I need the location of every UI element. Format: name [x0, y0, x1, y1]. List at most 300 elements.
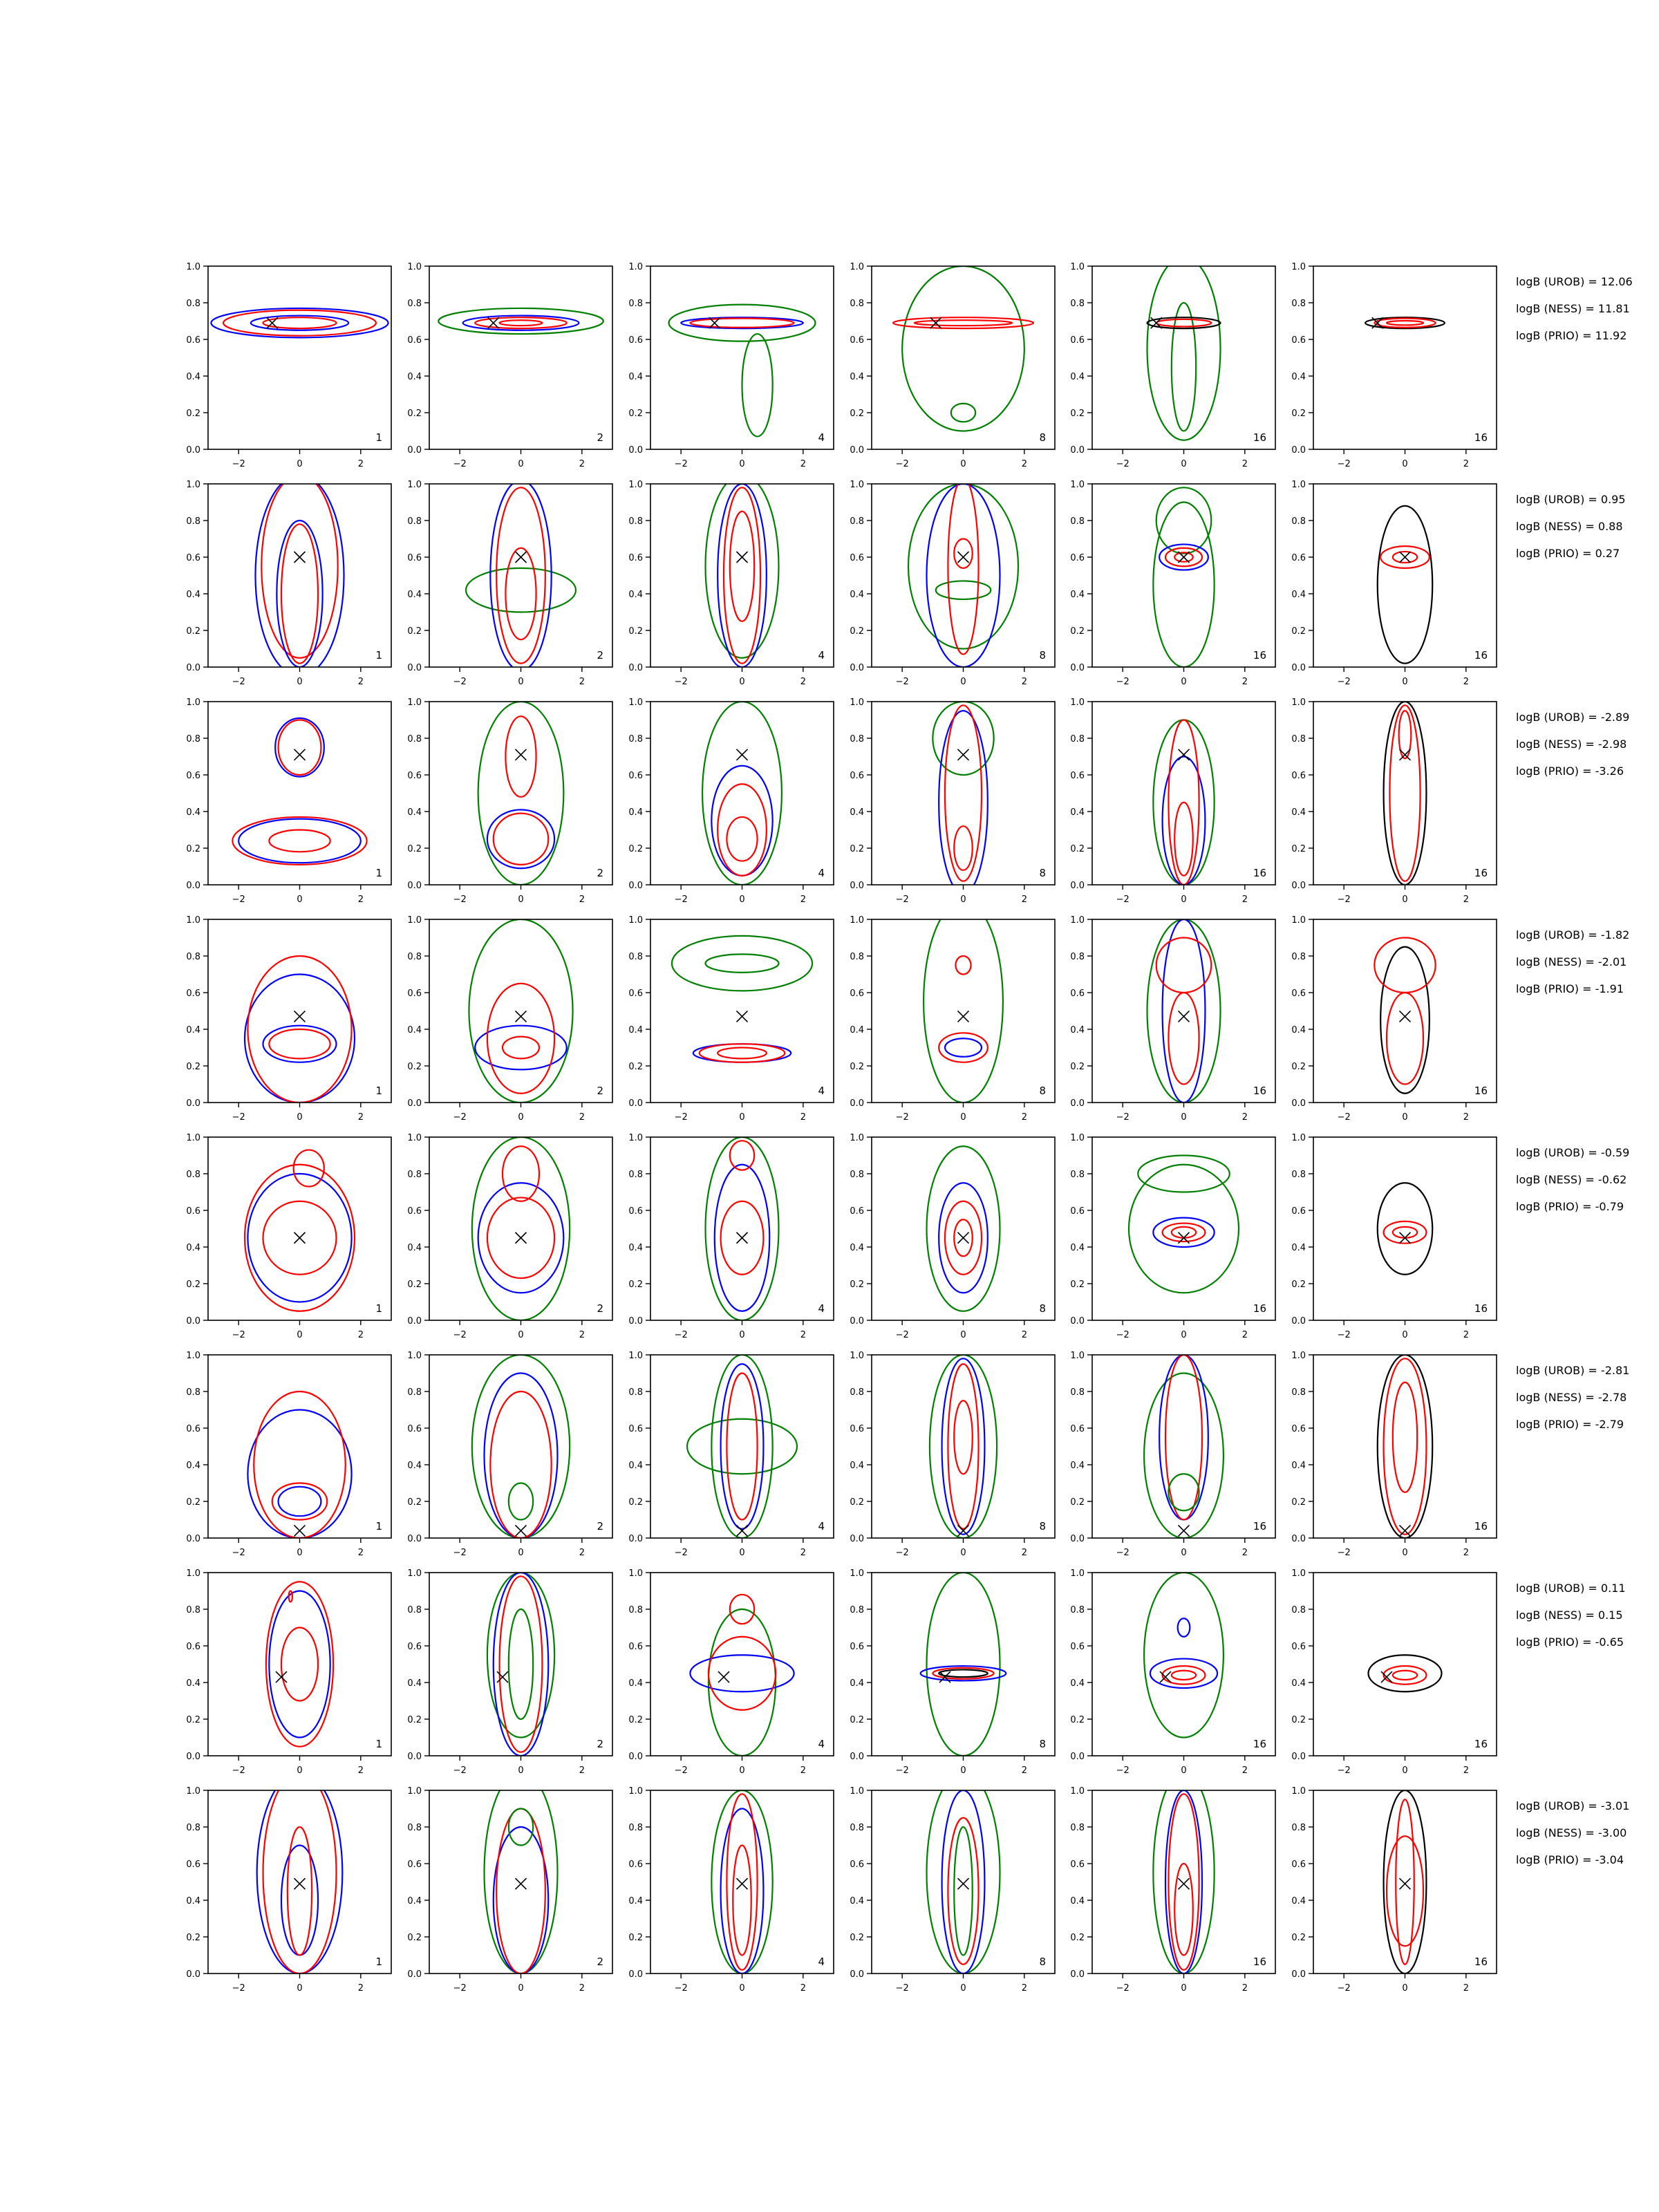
y-tick-label: 0.0	[850, 1752, 864, 1762]
y-tick-label: 0.8	[1291, 1170, 1306, 1180]
y-tick-label: 1.0	[407, 1568, 422, 1579]
panel-corner-label: 16	[1253, 1956, 1266, 1968]
x-tick-label: 0	[960, 1330, 966, 1340]
y-tick-label: 0.2	[850, 626, 864, 637]
panel-corner-label: 16	[1253, 1085, 1266, 1097]
x-tick-label: 0	[297, 1112, 303, 1123]
y-tick-label: 0.0	[1291, 1098, 1306, 1109]
panel-corner-label: 8	[1039, 1085, 1046, 1097]
y-tick-label: 0.8	[628, 952, 643, 962]
logB-annotation: logB (UROB) = -2.81	[1516, 1364, 1630, 1377]
y-tick-label: 1.0	[186, 915, 200, 926]
y-tick-label: 0.2	[628, 409, 643, 419]
logB-annotation: logB (UROB) = 12.06	[1516, 275, 1633, 288]
y-tick-label: 0.0	[1070, 445, 1085, 456]
y-tick-label: 0.4	[407, 590, 422, 600]
x-tick-label: 2	[1021, 1112, 1027, 1123]
x-tick-label: 2	[1241, 1112, 1248, 1123]
x-tick-label: 2	[800, 1765, 806, 1776]
x-tick-label: −2	[232, 677, 245, 687]
x-tick-label: 2	[800, 1983, 806, 1994]
x-tick-label: 2	[1463, 1112, 1469, 1123]
x-tick-label: 2	[1463, 459, 1469, 469]
y-tick-label: 0.4	[407, 1896, 422, 1906]
panel-corner-label: 2	[597, 1956, 603, 1968]
y-tick-label: 0.0	[628, 1098, 643, 1109]
y-tick-label: 0.8	[1291, 299, 1306, 309]
panel-corner-label: 16	[1474, 1085, 1488, 1097]
panel-corner-label: 2	[597, 1520, 603, 1533]
x-tick-label: −2	[453, 459, 467, 469]
y-tick-label: 0.2	[1291, 844, 1306, 854]
y-tick-label: 1.0	[850, 480, 864, 490]
x-tick-label: 2	[800, 1112, 806, 1123]
y-tick-label: 0.6	[1070, 1859, 1085, 1870]
x-tick-label: 0	[1181, 1330, 1187, 1340]
panel-corner-label: 16	[1253, 649, 1266, 662]
panel-corner-label: 2	[597, 867, 603, 879]
y-tick-label: 0.8	[1291, 1387, 1306, 1398]
y-tick-label: 0.2	[186, 1280, 200, 1290]
logB-annotation: logB (UROB) = -2.89	[1516, 711, 1630, 724]
y-tick-label: 0.8	[1070, 734, 1085, 744]
x-tick-label: −2	[1337, 1330, 1351, 1340]
x-tick-label: 2	[1463, 1765, 1469, 1776]
panel-corner-label: 2	[597, 431, 603, 444]
x-tick-label: 0	[1402, 459, 1408, 469]
x-tick-label: 2	[1463, 894, 1469, 905]
x-tick-label: 2	[1241, 1765, 1248, 1776]
y-tick-label: 0.0	[1070, 1534, 1085, 1544]
y-tick-label: 0.0	[1070, 1098, 1085, 1109]
y-tick-label: 0.6	[186, 553, 200, 563]
y-tick-label: 0.2	[1291, 1062, 1306, 1072]
x-tick-label: 0	[1402, 894, 1408, 905]
y-tick-label: 0.0	[628, 1534, 643, 1544]
y-tick-label: 0.2	[1291, 1497, 1306, 1508]
y-tick-label: 0.6	[186, 335, 200, 346]
x-tick-label: 0	[1181, 1548, 1187, 1558]
x-tick-label: 0	[518, 1330, 524, 1340]
x-tick-label: 0	[1181, 1765, 1187, 1776]
y-tick-label: 0.8	[850, 516, 864, 527]
x-tick-label: 2	[1241, 1330, 1248, 1340]
y-tick-label: 0.4	[1070, 1025, 1085, 1035]
y-tick-label: 0.4	[850, 807, 864, 818]
panel-corner-label: 4	[818, 1738, 825, 1750]
y-tick-label: 0.6	[850, 335, 864, 346]
y-tick-label: 0.4	[1291, 590, 1306, 600]
y-tick-label: 0.4	[186, 372, 200, 382]
y-tick-label: 0.6	[407, 1642, 422, 1652]
y-tick-label: 0.6	[1291, 1424, 1306, 1434]
x-tick-label: −2	[1337, 1765, 1351, 1776]
y-tick-label: 0.2	[850, 1715, 864, 1725]
panel-corner-label: 8	[1039, 1956, 1046, 1968]
y-tick-label: 0.4	[186, 1025, 200, 1035]
y-tick-label: 0.8	[407, 1387, 422, 1398]
y-tick-label: 0.0	[850, 1969, 864, 1980]
y-tick-label: 1.0	[1291, 480, 1306, 490]
y-tick-label: 0.8	[628, 1605, 643, 1615]
y-tick-label: 0.4	[407, 1243, 422, 1253]
y-tick-label: 0.6	[850, 1859, 864, 1870]
x-tick-label: 0	[739, 894, 745, 905]
y-tick-label: 0.8	[186, 734, 200, 744]
panel-corner-label: 4	[818, 1520, 825, 1533]
y-tick-label: 0.4	[1291, 1896, 1306, 1906]
y-tick-label: 1.0	[186, 1786, 200, 1797]
y-tick-label: 0.8	[186, 516, 200, 527]
x-tick-label: −2	[1116, 1330, 1130, 1340]
panel-corner-label: 1	[375, 1085, 382, 1097]
y-tick-label: 1.0	[1291, 1786, 1306, 1797]
y-tick-label: 0.8	[407, 734, 422, 744]
y-tick-label: 0.8	[850, 1823, 864, 1833]
y-tick-label: 0.4	[186, 1678, 200, 1689]
y-tick-label: 0.4	[628, 807, 643, 818]
y-tick-label: 0.6	[407, 771, 422, 781]
y-tick-label: 1.0	[186, 697, 200, 708]
y-tick-label: 0.6	[1291, 335, 1306, 346]
panel-corner-label: 8	[1039, 1520, 1046, 1533]
x-tick-label: 0	[1181, 894, 1187, 905]
x-tick-label: −2	[453, 1983, 467, 1994]
y-tick-label: 0.2	[186, 409, 200, 419]
y-tick-label: 0.8	[186, 1387, 200, 1398]
x-tick-label: 2	[579, 1548, 585, 1558]
x-tick-label: −2	[895, 894, 909, 905]
y-tick-label: 0.6	[407, 553, 422, 563]
panel-corner-label: 16	[1474, 1956, 1488, 1968]
y-tick-label: 0.2	[628, 1062, 643, 1072]
y-tick-label: 0.6	[1070, 771, 1085, 781]
y-tick-label: 0.0	[407, 881, 422, 891]
x-tick-label: 2	[800, 1330, 806, 1340]
logB-annotation: logB (NESS) = -2.01	[1516, 955, 1627, 968]
y-tick-label: 0.2	[1070, 844, 1085, 854]
x-tick-label: 0	[1181, 677, 1187, 687]
y-tick-label: 1.0	[407, 1133, 422, 1143]
x-tick-label: 2	[1021, 1983, 1027, 1994]
y-tick-label: 0.4	[1291, 1678, 1306, 1689]
y-tick-label: 0.4	[850, 1243, 864, 1253]
x-tick-label: 2	[800, 894, 806, 905]
y-tick-label: 0.6	[850, 988, 864, 999]
y-tick-label: 0.2	[407, 1933, 422, 1943]
y-tick-label: 0.8	[407, 952, 422, 962]
x-tick-label: 0	[518, 459, 524, 469]
y-tick-label: 0.2	[407, 409, 422, 419]
y-tick-label: 0.4	[186, 1243, 200, 1253]
y-tick-label: 0.8	[407, 299, 422, 309]
y-tick-label: 1.0	[628, 1133, 643, 1143]
y-tick-label: 1.0	[186, 1568, 200, 1579]
y-tick-label: 1.0	[407, 697, 422, 708]
y-tick-label: 0.8	[850, 952, 864, 962]
y-tick-label: 0.4	[1291, 1461, 1306, 1471]
y-tick-label: 0.8	[186, 1823, 200, 1833]
y-tick-label: 1.0	[850, 1133, 864, 1143]
x-tick-label: 2	[357, 459, 364, 469]
y-tick-label: 1.0	[850, 915, 864, 926]
y-tick-label: 0.2	[850, 1280, 864, 1290]
y-tick-label: 0.6	[628, 1859, 643, 1870]
y-tick-label: 0.4	[1070, 807, 1085, 818]
y-tick-label: 0.2	[850, 844, 864, 854]
y-tick-label: 1.0	[1291, 915, 1306, 926]
panel-corner-label: 8	[1039, 649, 1046, 662]
y-tick-label: 0.2	[1070, 626, 1085, 637]
logB-annotation: logB (NESS) = 0.15	[1516, 1609, 1623, 1622]
y-tick-label: 0.0	[186, 1969, 200, 1980]
y-tick-label: 0.2	[407, 626, 422, 637]
logB-annotation: logB (UROB) = -0.59	[1516, 1146, 1630, 1159]
x-tick-label: 2	[579, 1112, 585, 1123]
y-tick-label: 1.0	[1070, 262, 1085, 272]
y-tick-label: 0.2	[186, 1715, 200, 1725]
panel-corner-label: 4	[818, 431, 825, 444]
y-tick-label: 0.2	[1070, 1280, 1085, 1290]
x-tick-label: 2	[357, 1765, 364, 1776]
y-tick-label: 1.0	[1070, 1568, 1085, 1579]
y-tick-label: 0.4	[407, 1025, 422, 1035]
panel-corner-label: 16	[1253, 431, 1266, 444]
y-tick-label: 0.6	[850, 553, 864, 563]
y-tick-label: 1.0	[850, 1786, 864, 1797]
y-tick-label: 0.2	[850, 409, 864, 419]
y-tick-label: 1.0	[850, 697, 864, 708]
y-tick-label: 0.4	[1070, 1896, 1085, 1906]
y-tick-label: 0.2	[407, 844, 422, 854]
y-tick-label: 0.0	[186, 445, 200, 456]
x-tick-label: 2	[800, 677, 806, 687]
x-tick-label: 2	[1241, 1983, 1248, 1994]
panel-corner-label: 4	[818, 867, 825, 879]
y-tick-label: 0.0	[407, 1316, 422, 1327]
y-tick-label: 0.0	[850, 445, 864, 456]
y-tick-label: 0.6	[1070, 1206, 1085, 1217]
y-tick-label: 0.8	[1291, 516, 1306, 527]
y-tick-label: 0.0	[186, 1316, 200, 1327]
y-tick-label: 0.8	[850, 1170, 864, 1180]
y-tick-label: 0.0	[850, 1534, 864, 1544]
panel-corner-label: 4	[818, 649, 825, 662]
x-tick-label: 0	[960, 1112, 966, 1123]
panel-corner-label: 4	[818, 1302, 825, 1315]
y-tick-label: 0.8	[1070, 299, 1085, 309]
y-tick-label: 1.0	[1070, 1351, 1085, 1361]
y-tick-label: 1.0	[1070, 697, 1085, 708]
y-tick-label: 0.6	[850, 1424, 864, 1434]
y-tick-label: 0.0	[1070, 1752, 1085, 1762]
y-tick-label: 0.8	[407, 1605, 422, 1615]
x-tick-label: −2	[674, 1330, 688, 1340]
x-tick-label: 2	[579, 677, 585, 687]
y-tick-label: 0.4	[186, 590, 200, 600]
y-tick-label: 0.0	[1070, 881, 1085, 891]
y-tick-label: 0.4	[628, 1896, 643, 1906]
x-tick-label: 0	[297, 1548, 303, 1558]
y-tick-label: 0.6	[186, 988, 200, 999]
y-tick-label: 0.6	[1291, 1642, 1306, 1652]
y-tick-label: 0.4	[1070, 372, 1085, 382]
x-tick-label: 0	[518, 1112, 524, 1123]
x-tick-label: 0	[960, 459, 966, 469]
y-tick-label: 0.0	[1070, 663, 1085, 673]
y-tick-label: 0.6	[1070, 1642, 1085, 1652]
x-tick-label: 2	[579, 1330, 585, 1340]
y-tick-label: 1.0	[1291, 262, 1306, 272]
y-tick-label: 0.6	[628, 335, 643, 346]
y-tick-label: 0.2	[186, 1933, 200, 1943]
y-tick-label: 0.4	[850, 372, 864, 382]
x-tick-label: 0	[297, 1330, 303, 1340]
y-tick-label: 0.4	[628, 372, 643, 382]
panel-corner-label: 16	[1474, 649, 1488, 662]
y-tick-label: 0.2	[628, 626, 643, 637]
y-tick-label: 0.4	[850, 1025, 864, 1035]
y-tick-label: 0.4	[1291, 372, 1306, 382]
x-tick-label: 0	[960, 894, 966, 905]
panel-corner-label: 8	[1039, 867, 1046, 879]
y-tick-label: 0.8	[407, 1170, 422, 1180]
y-tick-label: 0.4	[850, 1678, 864, 1689]
x-tick-label: 2	[357, 1983, 364, 1994]
y-tick-label: 0.6	[850, 1206, 864, 1217]
y-tick-label: 0.8	[850, 1387, 864, 1398]
y-tick-label: 0.8	[850, 299, 864, 309]
x-tick-label: 0	[518, 894, 524, 905]
y-tick-label: 0.6	[1291, 1206, 1306, 1217]
logB-annotation: logB (NESS) = -3.00	[1516, 1826, 1627, 1839]
y-tick-label: 0.0	[628, 881, 643, 891]
y-tick-label: 0.6	[1070, 1424, 1085, 1434]
y-tick-label: 0.4	[850, 1461, 864, 1471]
y-tick-label: 0.0	[186, 663, 200, 673]
y-tick-label: 1.0	[186, 262, 200, 272]
x-tick-label: 2	[1463, 1983, 1469, 1994]
x-tick-label: 0	[1181, 1112, 1187, 1123]
x-tick-label: 0	[739, 1548, 745, 1558]
panel-corner-label: 1	[375, 649, 382, 662]
panel-corner-label: 8	[1039, 431, 1046, 444]
x-tick-label: −2	[674, 1983, 688, 1994]
y-tick-label: 1.0	[1291, 1568, 1306, 1579]
x-tick-label: −2	[1116, 1548, 1130, 1558]
x-tick-label: −2	[895, 1983, 909, 1994]
x-tick-label: 0	[1402, 1983, 1408, 1994]
x-tick-label: −2	[1337, 1983, 1351, 1994]
y-tick-label: 1.0	[628, 915, 643, 926]
y-tick-label: 0.4	[1070, 1243, 1085, 1253]
x-tick-label: −2	[674, 677, 688, 687]
x-tick-label: 2	[579, 459, 585, 469]
y-tick-label: 0.6	[186, 771, 200, 781]
x-tick-label: 2	[1241, 1548, 1248, 1558]
panel-corner-label: 8	[1039, 1302, 1046, 1315]
y-tick-label: 0.8	[628, 516, 643, 527]
x-tick-label: 0	[297, 894, 303, 905]
y-tick-label: 0.0	[1291, 1752, 1306, 1762]
panel-corner-label: 2	[597, 1302, 603, 1315]
y-tick-label: 0.0	[628, 1752, 643, 1762]
y-tick-label: 1.0	[1070, 480, 1085, 490]
y-tick-label: 0.4	[407, 807, 422, 818]
y-tick-label: 0.6	[407, 988, 422, 999]
y-tick-label: 0.4	[407, 372, 422, 382]
panel-corner-label: 16	[1253, 1302, 1266, 1315]
y-tick-label: 0.6	[628, 553, 643, 563]
y-tick-label: 0.4	[1070, 1678, 1085, 1689]
y-tick-label: 0.2	[628, 844, 643, 854]
y-tick-label: 0.0	[186, 1534, 200, 1544]
x-tick-label: 0	[297, 1765, 303, 1776]
y-tick-label: 1.0	[407, 1786, 422, 1797]
x-tick-label: 0	[1181, 459, 1187, 469]
y-tick-label: 0.6	[850, 1642, 864, 1652]
y-tick-label: 0.0	[407, 445, 422, 456]
x-tick-label: −2	[674, 894, 688, 905]
panel-corner-label: 16	[1474, 431, 1488, 444]
y-tick-label: 0.8	[1291, 1823, 1306, 1833]
x-tick-label: 0	[1181, 1983, 1187, 1994]
x-tick-label: −2	[453, 1330, 467, 1340]
x-tick-label: 0	[960, 1765, 966, 1776]
panel-corner-label: 16	[1474, 1738, 1488, 1750]
panel-corner-label: 1	[375, 867, 382, 879]
y-tick-label: 0.8	[186, 952, 200, 962]
y-tick-label: 1.0	[850, 262, 864, 272]
logB-annotation: logB (UROB) = -3.01	[1516, 1799, 1630, 1812]
logB-annotation: logB (UROB) = -1.82	[1516, 928, 1630, 941]
panel-corner-label: 16	[1253, 1738, 1266, 1750]
y-tick-label: 0.0	[1291, 663, 1306, 673]
x-tick-label: 0	[297, 677, 303, 687]
y-tick-label: 0.6	[628, 988, 643, 999]
y-tick-label: 0.8	[407, 516, 422, 527]
panel-corner-label: 1	[375, 1738, 382, 1750]
x-tick-label: −2	[1116, 894, 1130, 905]
y-tick-label: 0.2	[186, 1497, 200, 1508]
y-tick-label: 0.0	[850, 881, 864, 891]
x-tick-label: −2	[674, 1765, 688, 1776]
y-tick-label: 0.2	[628, 1497, 643, 1508]
panel-corner-label: 2	[597, 649, 603, 662]
y-tick-label: 1.0	[850, 1568, 864, 1579]
y-tick-label: 0.0	[1070, 1969, 1085, 1980]
y-tick-label: 0.2	[407, 1497, 422, 1508]
y-tick-label: 0.2	[1291, 409, 1306, 419]
x-tick-label: 2	[1021, 677, 1027, 687]
x-tick-label: −2	[1116, 459, 1130, 469]
x-tick-label: 0	[1402, 1330, 1408, 1340]
y-tick-label: 0.4	[407, 1678, 422, 1689]
x-tick-label: −2	[1116, 1983, 1130, 1994]
x-tick-label: 2	[1241, 894, 1248, 905]
y-tick-label: 0.6	[186, 1424, 200, 1434]
y-tick-label: 0.8	[186, 299, 200, 309]
x-tick-label: −2	[1116, 677, 1130, 687]
y-tick-label: 0.0	[186, 1752, 200, 1762]
y-tick-label: 0.8	[1070, 952, 1085, 962]
y-tick-label: 0.2	[1070, 1933, 1085, 1943]
y-tick-label: 0.8	[407, 1823, 422, 1833]
y-tick-label: 0.8	[628, 1387, 643, 1398]
x-tick-label: 0	[518, 677, 524, 687]
y-tick-label: 1.0	[186, 1351, 200, 1361]
x-tick-label: 2	[800, 1548, 806, 1558]
